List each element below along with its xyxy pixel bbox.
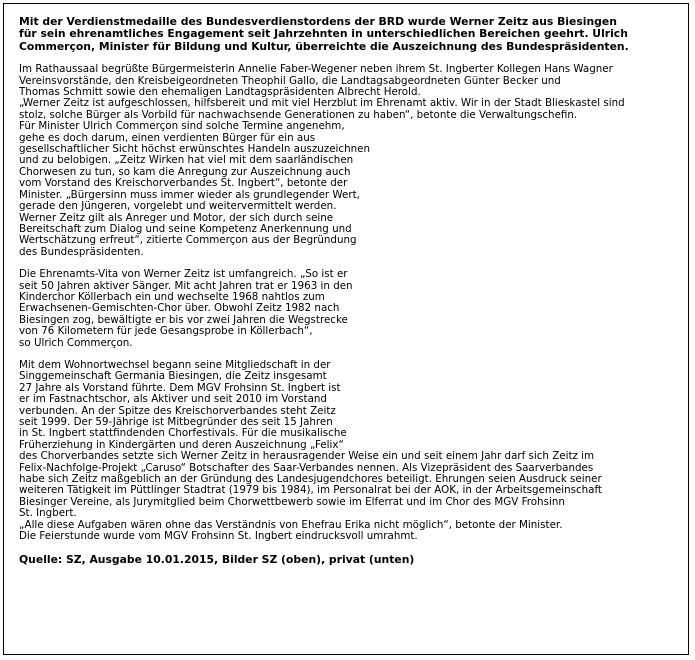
paragraph-line: Thomas Schmitt sowie den ehemaligen Landtagspräsidenten Albrecht Herold.: [19, 86, 421, 99]
article-body: [19, 64, 687, 542]
paragraph-line: „Alle diese Aufgaben wären ohne das Verständnis von Ehefrau Erika nicht möglich“, betonte der Minister.: [19, 518, 563, 531]
paragraph-line: so Ulrich Commerçon.: [19, 336, 133, 349]
paragraph-line: Felix-Nachfolge-Projekt „Caruso“ Botschafter des Saar-Verbandes nennen. Als Vizepräsident des Saarverbandes: [19, 461, 594, 474]
article-frame: [3, 3, 689, 655]
paragraph-line: Die Feierstunde wurde vom MGV Frohsinn St. Ingbert eindrucksvoll umrahmt.: [19, 530, 418, 543]
body-paragraph: [19, 64, 687, 258]
paragraph-line: gehe es doch darum, einen verdienten Bürger für ein aus: [19, 131, 316, 144]
body-paragraph: [19, 360, 687, 543]
paragraph-line: in St. Ingbert stattfindenden Chorfestivals. Für die musikalische: [19, 427, 347, 440]
paragraph-line: Erwachsenen-Gemischten-Chor über. Obwohl Zeitz 1982 nach: [19, 302, 340, 315]
paragraph-line: gerade den Jüngeren, vorgelebt und weitervermittelt werden.: [19, 200, 337, 213]
paragraph-line: des Bundespräsidenten.: [19, 245, 144, 258]
paragraph-line: Vereinsvorstände, den Kreisbeigeordneten Theophil Gallo, die Landtagsabgeordneten Günter Becker und: [19, 74, 561, 87]
paragraph-line: Wertschätzung erfreut“, zitierte Commerçon aus der Begründung: [19, 234, 357, 247]
paragraph-line: Für Minister Ulrich Commerçon sind solche Termine angenehm,: [19, 120, 345, 133]
article-content: [19, 16, 687, 567]
headline-line: Commerçon, Minister für Bildung und Kultur, überreichte die Auszeichnung des Bundespräsidenten.: [19, 39, 629, 53]
article-headline: [19, 16, 687, 53]
paragraph-line: Bereitschaft zum Dialog und seine Kompetenz Anerkennung und: [19, 222, 352, 235]
paragraph-line: seit 1999. Der 59-Jährige ist Mitbegründer des seit 15 Jahren: [19, 416, 333, 428]
paragraph-line: von 76 Kilometern für jede Gesangsprobe in Köllerbach“,: [19, 325, 313, 338]
body-paragraph: [19, 269, 687, 349]
paragraph-line: Kinderchor Köllerbach ein und wechselte 1968 nahtlos zum: [19, 290, 325, 303]
paragraph-line: vom Vorstand des Kreischorverbandes St. Ingbert“, betonte der: [19, 177, 348, 190]
paragraph-line: Biesingen zog, bewältigte er bis vor zwei Jahren die Wegstrecke: [19, 313, 348, 326]
paragraph-line: stolz, solche Bürger als Vorbild für nachwachsende Generationen zu haben“, betonte die Verwaltungschefin.: [19, 108, 578, 121]
paragraph-line: Im Rathaussaal begrüßte Bürgermeisterin Annelie Faber-Wegener neben ihrem St. Ingberter Kollegen Hans Wagner: [19, 63, 613, 76]
paragraph-line: Chorwesen zu tun, so kam die Anregung zur Auszeichnung auch: [19, 165, 351, 178]
paragraph-line: Biesinger Vereine, als Jurymitglied beim Chorwettbewerb sowie im Elferrat und im Chor des MGV Frohsinn: [19, 495, 565, 508]
paragraph-line: habe sich Zeitz maßgeblich an der Gründung des Landesjugendchores beteiligt. Ehrungen seien Ausdruck seiner: [19, 473, 602, 486]
paragraph-line: er im Fastnachtschor, als Aktiver und seit 2010 im Vorstand: [19, 393, 327, 406]
paragraph-line: seit 50 Jahren aktiver Sänger. Mit acht Jahren trat er 1963 in den: [19, 279, 353, 292]
source-credit: Quelle: SZ, Ausgabe 10.01.2015, Bilder SZ (oben), privat (unten): [19, 553, 415, 567]
paragraph-line: 27 Jahre als Vorstand führte. Dem MGV Frohsinn St. Ingbert ist: [19, 381, 341, 394]
paragraph-line: Werner Zeitz gilt als Anreger und Motor, der sich durch seine: [19, 211, 334, 224]
paragraph-line: und zu belobigen. „Zeitz Wirken hat viel mit dem saarländischen: [19, 154, 354, 167]
headline-line: für sein ehrenamtliches Engagement seit Jahrzehnten in unterschiedlichen Bereichen geehrt. Ulrich: [19, 27, 628, 41]
headline-line: Mit der Verdienstmedaille des Bundesverdienstordens der BRD wurde Werner Zeitz aus Biesingen: [19, 15, 617, 28]
paragraph-line: Die Ehrenamts-Vita von Werner Zeitz ist umfangreich. „So ist er: [19, 268, 348, 281]
paragraph-line: weiteren Tätigkeit im Püttlinger Stadtrat (1979 bis 1984), im Personalrat bei der AOK, in der Arbeitsgemeinschaft: [19, 484, 602, 497]
paragraph-line: gesellschaftlicher Sicht höchst erwünschtes Handeln auszuzeichnen: [19, 143, 370, 156]
paragraph-line: Früherziehung in Kindergärten und deren Auszeichnung „Felix“: [19, 438, 344, 451]
paragraph-line: Mit dem Wohnortwechsel begann seine Mitgliedschaft in der: [19, 358, 331, 371]
paragraph-line: Singgemeinschaft Germania Biesingen, die Zeitz insgesamt: [19, 370, 327, 383]
paragraph-line: Minister. „Bürgersinn muss immer wieder als grundlegender Wert,: [19, 188, 360, 201]
paragraph-line: des Chorverbandes setzte sich Werner Zeitz in herausragender Weise ein und seit einem Jahr darf sich Zeitz im: [19, 450, 595, 463]
paragraph-line: „Werner Zeitz ist aufgeschlossen, hilfsbereit und mit viel Herzblut im Ehrenamt aktiv. Wir in der Stadt Blieskastel sind: [19, 97, 625, 110]
paragraph-line: verbunden. An der Spitze des Kreischorverbandes steht Zeitz: [19, 404, 336, 417]
paragraph-line: St. Ingbert.: [19, 507, 77, 520]
